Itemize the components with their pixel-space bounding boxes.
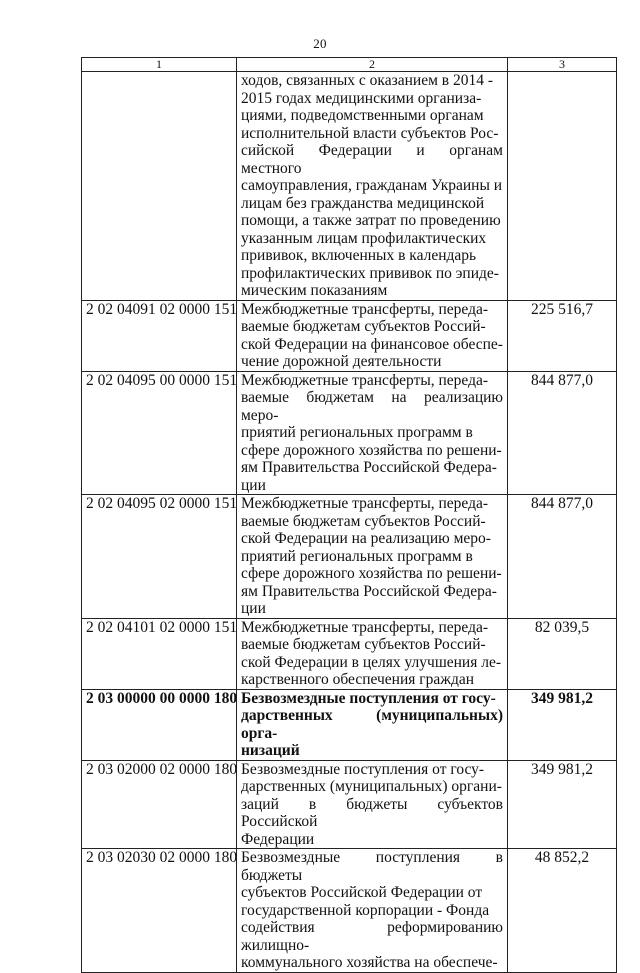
budget-code-cell: 2 03 00000 00 0000 180	[82, 689, 237, 760]
description-line: коммунального хозяйства на обеспече-	[241, 954, 498, 971]
page-number: 20	[313, 36, 327, 51]
amount-cell: 48 852,2	[508, 849, 617, 973]
description-line: указанным лицам профилактических	[241, 229, 487, 247]
description-line: дарственных (муниципальных) органи-	[241, 778, 502, 795]
description-line: чение дорожной деятельности	[241, 353, 442, 370]
table-row	[82, 72, 617, 301]
budget-code-cell: 2 02 04095 00 0000 151	[82, 371, 237, 495]
amount-cell	[508, 72, 617, 301]
description-line: ям Правительства Российской Федера-	[241, 582, 497, 600]
description-line: Межбюджетные трансферты, переда-	[241, 618, 489, 636]
description-line: Безвозмездные поступления от госу-	[241, 689, 496, 707]
description-line: приятий региональных программ в	[241, 424, 473, 441]
description-line: профилактических прививок по эпиде-	[241, 264, 499, 282]
description-line: Безвозмездные поступления в бюджеты	[241, 849, 503, 884]
description-cell	[237, 618, 508, 689]
description-line: ходов, связанных с оказанием в 2014 -	[241, 72, 493, 89]
column-header-description: 2	[237, 58, 508, 72]
table-row	[82, 495, 617, 619]
budget-code-cell: 2 03 02030 02 0000 180	[82, 849, 237, 973]
description-line: мическим показаниям	[241, 282, 388, 299]
description-cell	[237, 849, 508, 973]
description-line: ции	[241, 476, 266, 494]
description-line: самоуправления, гражданам Украины и	[241, 177, 503, 194]
description-line: циями, подведомственными органам	[241, 107, 484, 124]
table-row	[82, 618, 617, 689]
amount-cell: 844 877,0	[508, 371, 617, 495]
budget-code-cell: 2 02 04091 02 0000 151	[82, 300, 237, 371]
description-line: ваемые бюджетам субъектов Россий-	[241, 318, 486, 335]
amount-cell: 349 981,2	[508, 760, 617, 849]
description-line: низаций	[241, 742, 300, 759]
description-line: лицам без гражданства медицинской	[241, 194, 485, 212]
table-row	[82, 849, 617, 973]
description-cell	[237, 300, 508, 371]
description-line: ской Федерации на финансовое обеспе-	[241, 335, 503, 353]
description-line: Межбюджетные трансферты, переда-	[241, 371, 489, 389]
table-body	[82, 72, 617, 973]
description-line: прививок, включенных в календарь	[241, 247, 477, 264]
description-line: ской Федерации на реализацию меро-	[241, 530, 491, 547]
description-line: помощи, а также затрат по проведению	[241, 212, 501, 229]
description-line: 2015 годах медицинскими организа-	[241, 89, 482, 107]
description-line: субъектов Российской Федерации от	[241, 884, 483, 901]
table-row	[82, 371, 617, 495]
description-line: заций в бюджеты субъектов Российской	[241, 795, 503, 830]
table-header-row	[82, 58, 617, 72]
description-line: сийской Федерации и органам местного	[241, 142, 503, 177]
description-cell	[237, 760, 508, 849]
description-cell	[237, 371, 508, 495]
amount-cell: 349 981,2	[508, 689, 617, 760]
table-row	[82, 300, 617, 371]
budget-code-cell: 2 03 02000 02 0000 180	[82, 760, 237, 849]
description-line: ваемые бюджетам субъектов Россий-	[241, 636, 486, 653]
description-line: дарственных (муниципальных) орга-	[241, 707, 503, 742]
description-line: исполнительной власти субъектов Рос-	[241, 124, 499, 142]
description-line: сфере дорожного хозяйства по решени-	[241, 565, 502, 582]
description-line: Безвозмездные поступления от госу-	[241, 760, 485, 778]
description-line: Межбюджетные трансферты, переда-	[241, 300, 489, 318]
amount-cell: 225 516,7	[508, 300, 617, 371]
description-line: Межбюджетные трансферты, переда-	[241, 495, 489, 512]
description-cell	[237, 72, 508, 301]
column-header-code: 1	[82, 58, 237, 72]
description-line: ваемые бюджетам на реализацию меро-	[241, 389, 503, 424]
description-line: ям Правительства Российской Федера-	[241, 459, 497, 476]
description-line: ции	[241, 600, 266, 617]
description-line: ваемые бюджетам субъектов Россий-	[241, 512, 486, 530]
description-line: ской Федерации в целях улучшения ле-	[241, 653, 502, 671]
description-line: Федерации	[241, 830, 315, 848]
description-cell	[237, 495, 508, 619]
budget-code-cell	[82, 72, 237, 301]
description-line: государственной корпорации - Фонда	[241, 901, 490, 919]
description-line: сфере дорожного хозяйства по решени-	[241, 441, 502, 459]
budget-code-cell: 2 02 04095 02 0000 151	[82, 495, 237, 619]
amount-cell: 82 039,5	[508, 618, 617, 689]
description-line: карственного обеспечения граждан	[241, 671, 475, 688]
table-row	[82, 689, 617, 760]
table-row	[82, 760, 617, 849]
column-header-amount: 3	[508, 58, 617, 72]
description-cell	[237, 689, 508, 760]
budget-table	[81, 57, 617, 973]
amount-cell: 844 877,0	[508, 495, 617, 619]
description-line: приятий региональных программ в	[241, 547, 473, 565]
budget-code-cell: 2 02 04101 02 0000 151	[82, 618, 237, 689]
description-line: содействия реформированию жилищно-	[241, 919, 503, 954]
